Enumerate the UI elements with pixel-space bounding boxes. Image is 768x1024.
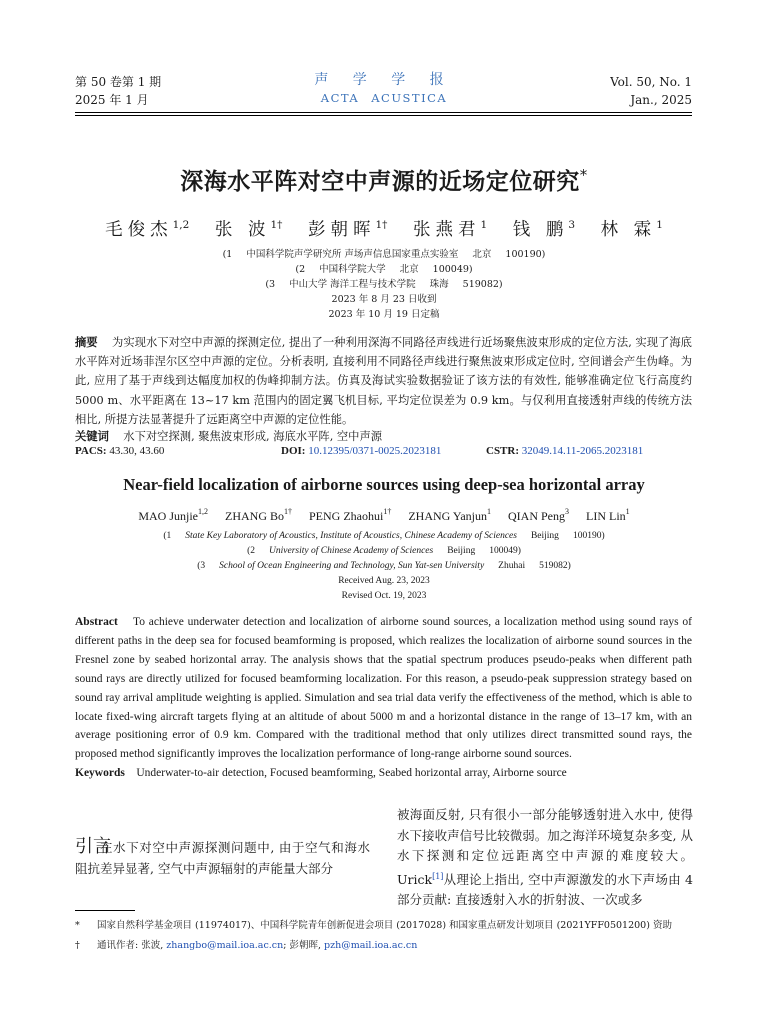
author-cn: 钱 鹏$^3$ <box>512 219 576 240</box>
abstract-en-label: Abstract <box>75 616 118 628</box>
author-list-cn <box>0 216 768 241</box>
footnote-rule <box>75 910 135 911</box>
abstract-en <box>75 613 692 764</box>
received-date-cn: 2023 年 8 月 23 日收到 <box>331 294 437 305</box>
revised-date-en: Revised Oct. 19, 2023 <box>341 591 427 601</box>
footnotes <box>75 918 692 953</box>
pacs: PACS: 43.30, 43.60 <box>75 445 165 457</box>
footnote-funding: * 国家自然科学基金项目 (11974017)、中国科学院青年创新促进会项目 (2017028) 和国家重点研发计划项目 (2021YFF0501200) 资助 <box>75 920 672 931</box>
header-rule <box>75 112 692 113</box>
identifiers-row <box>75 445 692 457</box>
abstract-cn-label: 摘要 <box>75 335 98 349</box>
affiliation-en: (2 University of Chinese Academy of Sciences Beijing 100049) <box>247 546 521 556</box>
affiliation-cn: (1 中国科学院声学研究所 声场声信息国家重点实验室 北京 100190) <box>222 249 546 260</box>
author-cn: 林 霖$^1$ <box>600 219 663 240</box>
intro-right-column: 被海面反射, 只有很小一部分能够透射进入水中, 使得水下接收声信号比较微弱。加之海洋环境复杂多变, 从水下探测和定位远距离空中声源的难度较大。Urick[1]从理论上指出, 空中声源激发的水下声场由 4 部分贡献: 直接透射入水的折射波、一次或多 <box>397 807 693 908</box>
abstract-cn-text: 为实现水下对空中声源的探测定位, 提出了一种利用深海不同路径声线进行近场聚焦波束形成的定位方法, 实现了海底水平阵对近场菲涅尔区空中声源的定位。分析表明, 直接利用不同路径声线进行聚焦波束形成定位时, 空间谱会产生伪峰。为此, 应用了基于声线到达幅度加权的伪峰抑制方法。仿真及海试实验数据验证了该方法的有效性, 能够准确定位飞行高度约 5000 m、水平距离在 13~17 km 范围内的固定翼飞机目标, 平均定位误差为 0.9 km。与仅利用直接透射声线的传统方法相比, 所提方法显著提升了远距离空中声源的定位性能。 <box>75 336 692 426</box>
author-list-en <box>0 507 768 524</box>
affiliation-en: (3 School of Ocean Engineering and Technology, Sun Yat-sen University Zhuhai 519082) <box>197 561 571 571</box>
received-date-en: Received Aug. 23, 2023 <box>338 576 430 586</box>
header-right <box>610 73 692 109</box>
author-en: LIN Lin$^1$ <box>586 507 630 523</box>
abstract-en-text: To achieve underwater detection and localization of airborne sound sources, a localization method using sound rays of different paths in the deep sea for focused beamforming is proposed, which realizes the localization of airborne sound sources in the Fresnel zone by seabed horizontal array. The analysis shows that the spatial spectrum produces pseudo-peaks when different path sound rays are directly utilized for focused beamforming localization. For this reason, a pseudo-peak suppression strategy based on sound ray arrival amplitude weighting is applied. Simulation and sea trial data verify the effectiveness of the method, which is able to locate fixed-wing aircraft targets flying at an altitude of about 5000 m and a horizontal distance in the range of 13–17 km, with an average positioning error of 0.9 km. Compared with the traditional method that only utilizes direct transmitted sound rays, the proposed method significantly improves the localization performance of long-range airborne sound sources. <box>75 616 693 761</box>
author-en: ZHANG Yanjun$^1$ <box>408 507 492 523</box>
cstr: CSTR: 32049.14.11-2065.2023181 <box>486 445 644 457</box>
keywords-en: Keywords Underwater-to-air detection, Focused beamforming, Seabed horizontal array, Airborne source <box>75 767 567 779</box>
footnote-corresponding: † 通讯作者: 张波, zhangbo@mail.ioa.ac.cn; 彭朝晖, pzh@mail.ioa.ac.cn <box>75 940 418 951</box>
author-cn: 张燕君$^1$ <box>413 219 488 240</box>
author-en: ZHANG $Bo^{1\dagger}$ <box>225 507 292 523</box>
volume-cn: 第 50 卷第 1 期 <box>75 75 162 89</box>
citation-ref[interactable]: [1] <box>432 871 444 881</box>
abstract-cn <box>75 333 692 429</box>
author-en: MAO Junjie$^{1,2}$ <box>138 507 208 523</box>
section-heading-intro: 引言 <box>75 836 111 857</box>
paper-title-cn: 深海水平阵对空中声源的近场定位研究* <box>180 166 588 195</box>
author-cn: 张 波$^{1\dagger}$ <box>214 219 283 240</box>
doi-link[interactable]: 10.12395/0371-0025.2023181 <box>308 445 442 457</box>
author-en: QIAN Peng$^3$ <box>508 507 570 523</box>
journal-name-cn: 声 学 学 报 <box>314 72 454 88</box>
keywords-cn: 关键词 水下对空探测, 聚焦波束形成, 海底水平阵, 空中声源 <box>75 429 383 443</box>
affiliation-cn: (3 中山大学 海洋工程与技术学院 珠海 519082) <box>265 279 503 290</box>
paper-title-en: Near-field localization of airborne sources using deep-sea horizontal array <box>123 475 645 494</box>
journal-name-en: ACTA ACUSTICA <box>320 91 448 105</box>
doi: DOI: 10.12395/0371-0025.2023181 <box>281 445 442 457</box>
header-rule-2 <box>75 115 692 116</box>
date-cn: 2025 年 1 月 <box>75 93 149 107</box>
revised-date-cn: 2023 年 10 月 19 日定稿 <box>328 309 440 320</box>
cstr-link[interactable]: 32049.14.11-2065.2023181 <box>521 445 644 457</box>
author-en: PENG Zhaohui$^{1\dagger}$ <box>309 507 392 523</box>
intro-left-column: 在水下对空中声源探测问题中, 由于空气和海水阻抗差异显著, 空气中声源辐射的声能量大部分 <box>75 840 370 876</box>
author-cn: 彭朝晖$^{1\dagger}$ <box>307 219 388 240</box>
date-en: Jan., 2025 <box>630 93 692 107</box>
affiliation-en: (1 State Key Laboratory of Acoustics, Institute of Acoustics, Chinese Academy of Sciences Beijing 100190) <box>163 531 605 541</box>
email-link[interactable]: zhangbo@mail.ioa.ac.cn <box>166 940 284 951</box>
volume-en: Vol. 50, No. 1 <box>610 75 692 89</box>
affiliation-cn: (2 中国科学院大学 北京 100049) <box>295 264 473 275</box>
author-cn: 毛俊杰$^{1,2}$ <box>105 219 190 240</box>
email-link[interactable]: pzh@mail.ioa.ac.cn <box>324 940 418 951</box>
